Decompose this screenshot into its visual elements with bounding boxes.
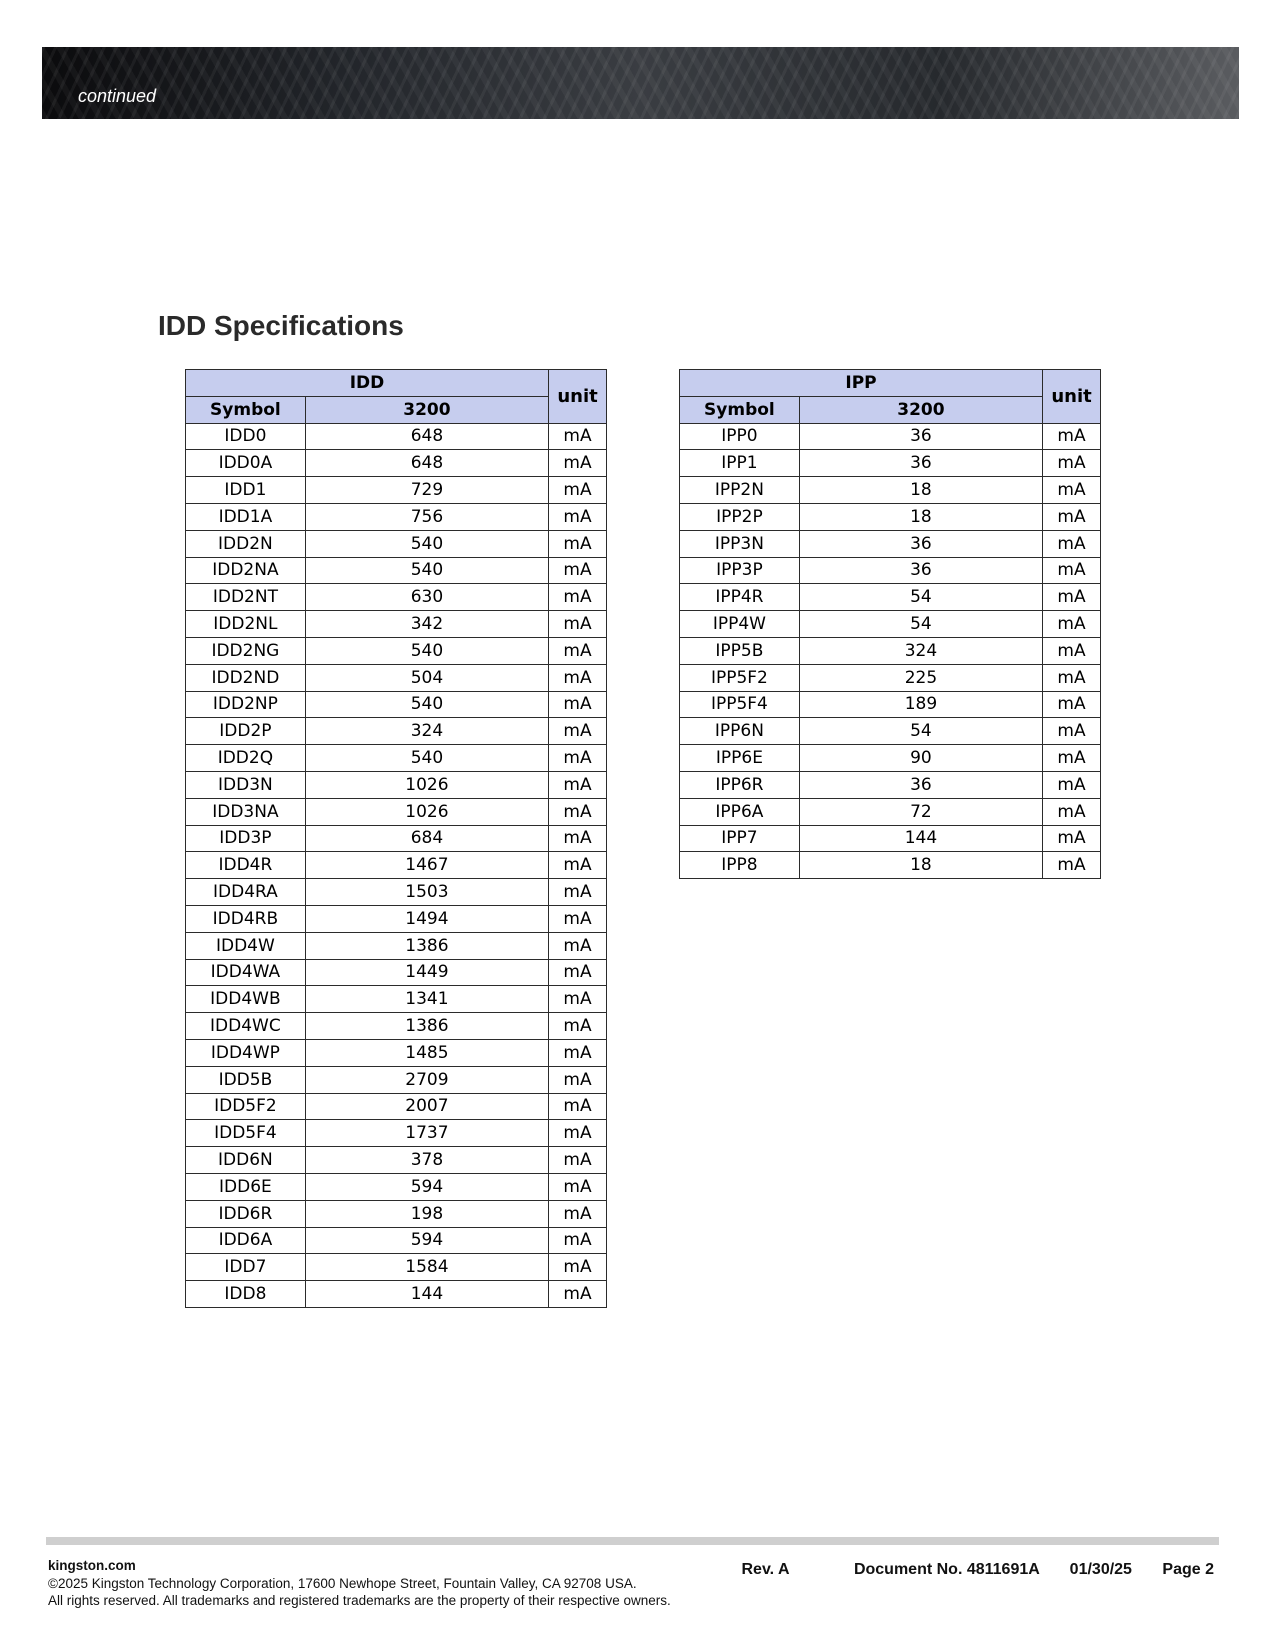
value-cell: 1341 (305, 986, 548, 1013)
table-row (680, 637, 1101, 664)
symbol-cell: IDD2NP (186, 691, 306, 718)
ipp-symbol-header: Symbol (680, 396, 800, 423)
symbol-cell: IDD5F2 (186, 1093, 306, 1120)
table-row (186, 584, 607, 611)
unit-cell: mA (1043, 852, 1101, 879)
table-row (186, 1173, 607, 1200)
value-cell: 1386 (305, 932, 548, 959)
table-row (186, 1147, 607, 1174)
symbol-cell: IDD0 (186, 423, 306, 450)
table-row (680, 503, 1101, 530)
table-row (186, 1093, 607, 1120)
table-row (186, 1281, 607, 1308)
unit-cell: mA (549, 905, 607, 932)
symbol-cell: IDD4W (186, 932, 306, 959)
value-cell: 1026 (305, 771, 548, 798)
symbol-cell: IPP6R (680, 771, 800, 798)
unit-cell: mA (549, 450, 607, 477)
symbol-cell: IDD6A (186, 1227, 306, 1254)
unit-cell: mA (1043, 825, 1101, 852)
value-cell: 90 (799, 745, 1042, 772)
unit-cell: mA (1043, 611, 1101, 638)
footer-document-number: Document No. 4811691A (853, 1561, 1040, 1578)
unit-cell: mA (549, 1093, 607, 1120)
idd-speed-header: 3200 (305, 396, 548, 423)
symbol-cell: IDD6E (186, 1173, 306, 1200)
value-cell: 18 (799, 477, 1042, 504)
symbol-cell: IDD8 (186, 1281, 306, 1308)
unit-cell: mA (1043, 450, 1101, 477)
table-row (186, 798, 607, 825)
table-row (186, 637, 607, 664)
table-row (186, 503, 607, 530)
table-row (186, 557, 607, 584)
symbol-cell: IPP3P (680, 557, 800, 584)
ipp-group-header: IPP (680, 370, 1043, 397)
symbol-cell: IDD2ND (186, 664, 306, 691)
table-row (186, 1200, 607, 1227)
symbol-cell: IDD6N (186, 1147, 306, 1174)
table-row (186, 825, 607, 852)
unit-cell: mA (549, 1120, 607, 1147)
value-cell: 540 (305, 637, 548, 664)
unit-cell: mA (549, 423, 607, 450)
unit-cell: mA (1043, 745, 1101, 772)
symbol-cell: IDD2N (186, 530, 306, 557)
unit-cell: mA (1043, 423, 1101, 450)
footer-info (48, 1557, 671, 1610)
symbol-cell: IPP5F2 (680, 664, 800, 691)
idd-unit-header: unit (549, 370, 607, 424)
value-cell: 630 (305, 584, 548, 611)
footer-rights: All rights reserved. All trademarks and registered trademarks are the property of their respective owners. (48, 1593, 671, 1608)
unit-cell: mA (1043, 637, 1101, 664)
symbol-cell: IDD1A (186, 503, 306, 530)
symbol-cell: IPP5B (680, 637, 800, 664)
unit-cell: mA (549, 477, 607, 504)
table-row (186, 959, 607, 986)
value-cell: 729 (305, 477, 548, 504)
table-row (186, 611, 607, 638)
value-cell: 36 (799, 557, 1042, 584)
value-cell: 648 (305, 450, 548, 477)
symbol-cell: IDD2Q (186, 745, 306, 772)
symbol-cell: IDD4WP (186, 1039, 306, 1066)
value-cell: 648 (305, 423, 548, 450)
value-cell: 378 (305, 1147, 548, 1174)
unit-cell: mA (549, 503, 607, 530)
value-cell: 1485 (305, 1039, 548, 1066)
unit-cell: mA (549, 959, 607, 986)
symbol-cell: IDD2NG (186, 637, 306, 664)
table-row (680, 718, 1101, 745)
table-row (680, 611, 1101, 638)
value-cell: 594 (305, 1227, 548, 1254)
symbol-cell: IDD2NA (186, 557, 306, 584)
symbol-cell: IPP7 (680, 825, 800, 852)
value-cell: 1494 (305, 905, 548, 932)
unit-cell: mA (549, 986, 607, 1013)
value-cell: 540 (305, 691, 548, 718)
value-cell: 18 (799, 852, 1042, 879)
unit-cell: mA (549, 1227, 607, 1254)
page-title: IDD Specifications (158, 310, 404, 341)
table-row (680, 852, 1101, 879)
table-row (186, 1039, 607, 1066)
table-row (186, 852, 607, 879)
unit-cell: mA (549, 825, 607, 852)
table-row (186, 986, 607, 1013)
symbol-cell: IPP4R (680, 584, 800, 611)
value-cell: 1026 (305, 798, 548, 825)
symbol-cell: IPP1 (680, 450, 800, 477)
continued-label: continued (78, 86, 157, 106)
value-cell: 72 (799, 798, 1042, 825)
table-row (186, 1013, 607, 1040)
table-row (186, 450, 607, 477)
unit-cell: mA (549, 1013, 607, 1040)
idd-table (185, 369, 607, 1308)
symbol-cell: IDD3N (186, 771, 306, 798)
value-cell: 324 (799, 637, 1042, 664)
table-row (186, 691, 607, 718)
header-banner (42, 47, 1239, 119)
value-cell: 2709 (305, 1066, 548, 1093)
ipp-speed-header: 3200 (799, 396, 1042, 423)
symbol-cell: IPP6E (680, 745, 800, 772)
value-cell: 54 (799, 584, 1042, 611)
unit-cell: mA (1043, 691, 1101, 718)
table-row (186, 1120, 607, 1147)
unit-cell: mA (549, 557, 607, 584)
symbol-cell: IPP8 (680, 852, 800, 879)
table-row (680, 798, 1101, 825)
value-cell: 1737 (305, 1120, 548, 1147)
table-row (680, 477, 1101, 504)
value-cell: 324 (305, 718, 548, 745)
table-row (680, 771, 1101, 798)
symbol-cell: IDD4RA (186, 879, 306, 906)
value-cell: 225 (799, 664, 1042, 691)
symbol-cell: IPP3N (680, 530, 800, 557)
table-row (680, 423, 1101, 450)
unit-cell: mA (549, 1173, 607, 1200)
table-row (680, 584, 1101, 611)
table-row (186, 1066, 607, 1093)
unit-cell: mA (549, 852, 607, 879)
symbol-cell: IPP6A (680, 798, 800, 825)
footer-page-number: Page 2 (1162, 1561, 1214, 1578)
table-row (186, 1254, 607, 1281)
symbol-cell: IDD4R (186, 852, 306, 879)
value-cell: 684 (305, 825, 548, 852)
symbol-cell: IDD4RB (186, 905, 306, 932)
unit-cell: mA (1043, 718, 1101, 745)
value-cell: 198 (305, 1200, 548, 1227)
value-cell: 36 (799, 450, 1042, 477)
unit-cell: mA (549, 664, 607, 691)
unit-cell: mA (1043, 584, 1101, 611)
ipp-unit-header: unit (1043, 370, 1101, 424)
unit-cell: mA (549, 530, 607, 557)
unit-cell: mA (1043, 503, 1101, 530)
symbol-cell: IDD4WC (186, 1013, 306, 1040)
value-cell: 36 (799, 423, 1042, 450)
table-row (186, 745, 607, 772)
symbol-cell: IPP6N (680, 718, 800, 745)
value-cell: 36 (799, 771, 1042, 798)
value-cell: 342 (305, 611, 548, 638)
symbol-cell: IPP4W (680, 611, 800, 638)
table-row (186, 718, 607, 745)
symbol-cell: IDD2P (186, 718, 306, 745)
unit-cell: mA (549, 637, 607, 664)
unit-cell: mA (1043, 477, 1101, 504)
value-cell: 54 (799, 718, 1042, 745)
symbol-cell: IDD4WB (186, 986, 306, 1013)
value-cell: 144 (799, 825, 1042, 852)
symbol-cell: IDD6R (186, 1200, 306, 1227)
symbol-cell: IDD5F4 (186, 1120, 306, 1147)
unit-cell: mA (549, 745, 607, 772)
value-cell: 1386 (305, 1013, 548, 1040)
symbol-cell: IDD3P (186, 825, 306, 852)
value-cell: 54 (799, 611, 1042, 638)
table-row (186, 423, 607, 450)
idd-symbol-header: Symbol (186, 396, 306, 423)
value-cell: 1467 (305, 852, 548, 879)
footer-date: 01/30/25 (1069, 1561, 1132, 1578)
value-cell: 540 (305, 530, 548, 557)
unit-cell: mA (1043, 664, 1101, 691)
value-cell: 594 (305, 1173, 548, 1200)
value-cell: 144 (305, 1281, 548, 1308)
unit-cell: mA (1043, 771, 1101, 798)
unit-cell: mA (549, 1200, 607, 1227)
table-row (186, 530, 607, 557)
unit-cell: mA (549, 879, 607, 906)
unit-cell: mA (549, 771, 607, 798)
unit-cell: mA (549, 798, 607, 825)
unit-cell: mA (549, 611, 607, 638)
unit-cell: mA (1043, 798, 1101, 825)
table-row (186, 905, 607, 932)
value-cell: 540 (305, 557, 548, 584)
symbol-cell: IDD2NT (186, 584, 306, 611)
symbol-cell: IPP2N (680, 477, 800, 504)
symbol-cell: IPP0 (680, 423, 800, 450)
value-cell: 2007 (305, 1093, 548, 1120)
unit-cell: mA (549, 1147, 607, 1174)
idd-group-header: IDD (186, 370, 549, 397)
footer-divider (46, 1537, 1219, 1545)
value-cell: 18 (799, 503, 1042, 530)
table-row (680, 664, 1101, 691)
table-row (186, 879, 607, 906)
value-cell: 1503 (305, 879, 548, 906)
unit-cell: mA (549, 718, 607, 745)
unit-cell: mA (549, 1066, 607, 1093)
footer-copyright: ©2025 Kingston Technology Corporation, 17600 Newhope Street, Fountain Valley, CA 92708 USA. (48, 1575, 637, 1591)
value-cell: 1584 (305, 1254, 548, 1281)
table-row (186, 771, 607, 798)
symbol-cell: IDD2NL (186, 611, 306, 638)
symbol-cell: IDD0A (186, 450, 306, 477)
value-cell: 1449 (305, 959, 548, 986)
table-row (680, 745, 1101, 772)
unit-cell: mA (549, 1039, 607, 1066)
ipp-table (679, 369, 1101, 879)
unit-cell: mA (549, 932, 607, 959)
symbol-cell: IPP2P (680, 503, 800, 530)
footer-revision: Rev. A (741, 1561, 790, 1578)
unit-cell: mA (549, 1281, 607, 1308)
symbol-cell: IDD4WA (186, 959, 306, 986)
value-cell: 756 (305, 503, 548, 530)
symbol-cell: IDD3NA (186, 798, 306, 825)
footer-doc-info (741, 1561, 1214, 1579)
table-row (680, 825, 1101, 852)
unit-cell: mA (549, 691, 607, 718)
symbol-cell: IDD7 (186, 1254, 306, 1281)
table-row (186, 1227, 607, 1254)
table-row (680, 450, 1101, 477)
table-row (186, 932, 607, 959)
table-row (680, 530, 1101, 557)
unit-cell: mA (1043, 530, 1101, 557)
footer-site: kingston.com (48, 1558, 136, 1573)
table-row (680, 691, 1101, 718)
table-row (186, 664, 607, 691)
table-row (680, 557, 1101, 584)
value-cell: 540 (305, 745, 548, 772)
unit-cell: mA (549, 1254, 607, 1281)
symbol-cell: IDD5B (186, 1066, 306, 1093)
symbol-cell: IDD1 (186, 477, 306, 504)
unit-cell: mA (1043, 557, 1101, 584)
unit-cell: mA (549, 584, 607, 611)
value-cell: 189 (799, 691, 1042, 718)
value-cell: 36 (799, 530, 1042, 557)
value-cell: 504 (305, 664, 548, 691)
table-row (186, 477, 607, 504)
symbol-cell: IPP5F4 (680, 691, 800, 718)
